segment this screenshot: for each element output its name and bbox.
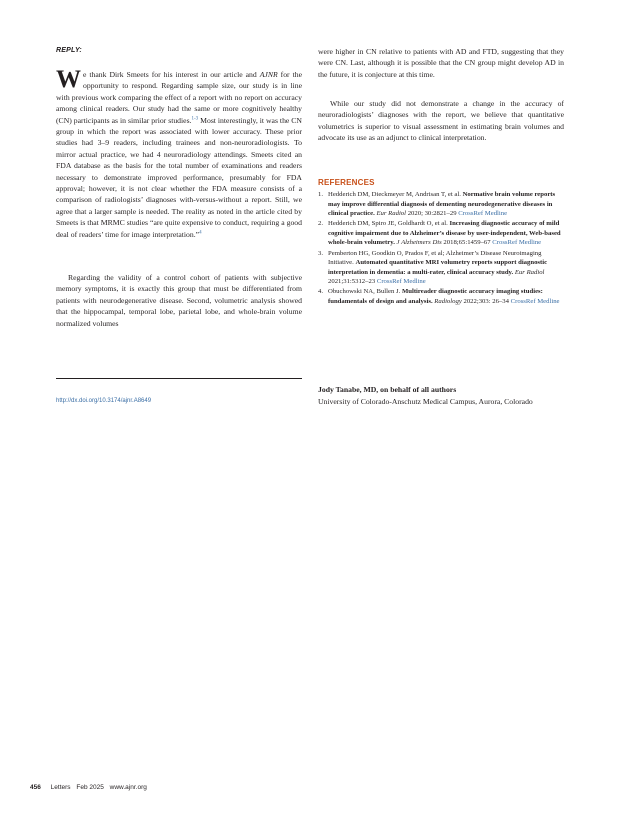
reference-item: 3. Pemberton HG, Goodkin O, Prados F, et al; Alzheimer’s Disease Neuroimaging Initiative. Automated quantitative MRI volumetry reports support diagnostic interpretation in dementia: a multi-rater, clinical accuracy study. Eur Radiol 2021;31:5312–23 CrossRef Medline <box>318 249 548 286</box>
divider-rule <box>56 378 302 379</box>
author-affiliation: University of Colorado-Anschutz Medical Campus, Aurora, Colorado <box>318 397 533 406</box>
crossref-medline-link[interactable]: CrossRef Medline <box>492 239 542 247</box>
page-footer <box>30 784 151 791</box>
doi-link[interactable]: http://dx.doi.org/10.3174/ajnr.A8649 <box>56 398 152 404</box>
crossref-medline-link[interactable]: CrossRef Medline <box>458 210 508 217</box>
footer-section: Letters <box>50 784 71 791</box>
page-number: 456 <box>30 784 41 791</box>
drop-cap: W <box>56 66 81 93</box>
reference-list <box>318 190 564 307</box>
reference-item: 2. Hedderich DM, Spiro JE, Goldhardt O, et al. Increasing diagnostic accuracy of mild cognitive impairment due to Alzheimer’s disease by user-independent, Web-based whole-brain volumetry. J Alzheimers Dis 2018;65:1459–67 CrossRef Medline <box>318 220 561 247</box>
crossref-medline-link[interactable]: CrossRef Medline <box>510 297 560 305</box>
left-paragraph-2: Regarding the validity of a control cohort of patients with subjective memory symptoms, it is exactly this group that must be differentiated from patients with neurodegenerative disease. Second, volumetric analysis showed that the hippocampal, temporal lobe, parietal lobe, and whole-brain volume normalized volumes <box>56 273 302 328</box>
author-signature: Jody Tanabe, MD, on behalf of all authors <box>318 385 457 394</box>
reply-heading: REPLY: <box>56 47 82 54</box>
right-paragraph-1: were higher in CN relative to patients with AD and FTD, suggesting that they were CN. Last, although it is possible that the CN group might develop AD in the future, it is conjecture at this time. <box>318 47 564 79</box>
journal-name: AJNR <box>259 70 278 79</box>
crossref-medline-link[interactable]: CrossRef Medline <box>376 278 426 286</box>
reference-item: 4. Obuchowski NA, Bullen J. Multireader diagnostic accuracy imaging studies: fundamentals of design and analysis. Radiology 2022;303: 26–34 CrossRef Medline <box>318 288 560 305</box>
footer-date: Feb 2025 <box>76 784 104 791</box>
reference-item: 1. Hedderich DM, Dieckmeyer M, Andrisan T, et al. Normative brain volume reports may improve differential diagnosis of dementing neurodegenerative diseases in clinical practice. Eur Radiol 2020; 30:2821–29 CrossRef Medline <box>318 191 556 217</box>
citation-1-3[interactable]: 1-3 <box>191 116 199 122</box>
citation-4[interactable]: 4 <box>199 230 202 236</box>
left-paragraph-1: We thank Dirk Smeets for his interest in our article and AJNR for the opportunity to respond. Regarding sample size, our study is in line with previous work comparing the effect of a report with no report on accuracy among clinical readers. Our study had the same or more cognitively healthy (CN) participants as in similar prior studies.$^{1-3}$ Most interestingly, it was the CN group in which the report was associated with lower accuracy. These prior studies had 3–9 readers, including trainees and non-neuroradiologists. To mirror actual practice, we had 4 neuroradiology attendings. Smeets cited an FDA database as the basis for the total number of examinations and readers necessary to demonstrate improved performance, presumably for FDA approval; however, it is not clear whether the FDA measure consists of a comparison of radiologists’ diagnoses with-versus-without a report. Still, we agree that a larger sample is needed. The reality as noted in the article cited by Smeets is that MRMC studies “are quite expensive to conduct, requiring a good deal of readers’ time for image interpretation.”$^4$ <box>56 66 302 239</box>
right-paragraph-2: While our study did not demonstrate a change in the accuracy of neuroradiologists’ diagnoses with the report, we believe that quantitative volumetrics is superior to visual assessment in estimating brain volumes and advocate its use as an adjunct to clinical interpretation. <box>318 99 564 143</box>
references-heading: REFERENCES <box>318 178 375 187</box>
footer-url[interactable]: www.ajnr.org <box>109 784 147 791</box>
